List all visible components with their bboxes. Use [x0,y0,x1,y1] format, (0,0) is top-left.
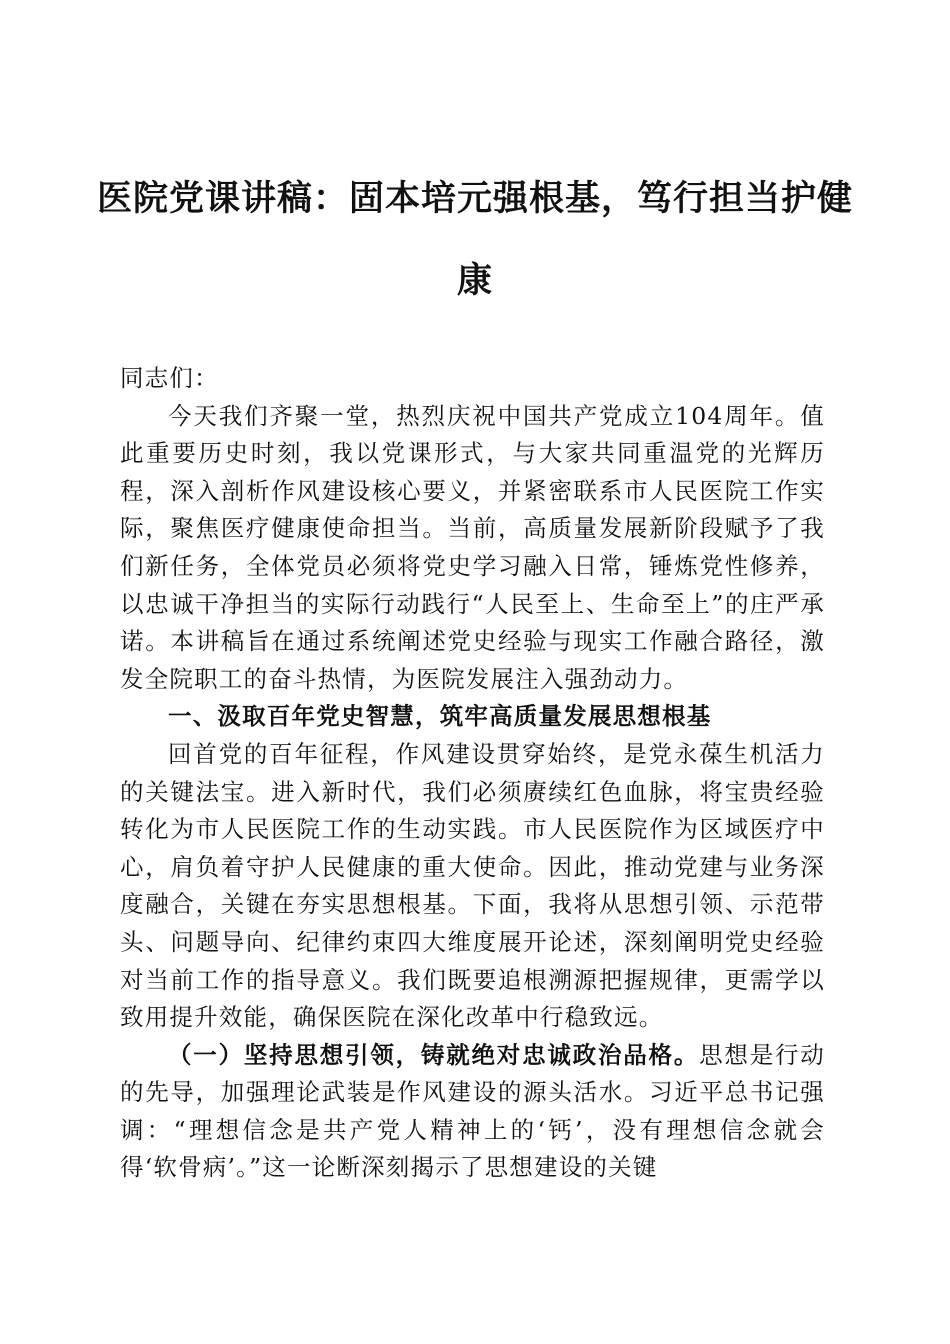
intro-paragraph: 今天我们齐聚一堂，热烈庆祝中国共产党成立104周年。值此重要历史时刻，我以党课形式，与大家共同重温党的光辉历程，深入剖析作风建设核心要义，并紧密联系市人民医院工作实际，聚焦医疗健康使命担当。当前，高质量发展新阶段赋予了我们新任务，全体党员必须将党史学习融入日常，锤炼党性修养，以忠诚干净担当的实际行动践行“人民至上、生命至上”的庄严承诺。本讲稿旨在通过系统阐述党史经验与现实工作融合路径，激发全院职工的奋斗热情，为医院发展注入强劲动力。 [120,401,825,693]
subsection-paragraph [120,1037,825,1187]
document-title: 医院党课讲稿：固本培元强根基，笃行担当护健康 [96,178,853,301]
salutation: 同志们： [120,364,219,392]
document-body [120,360,825,1187]
section-paragraph: 回首党的百年征程，作风建设贯穿始终，是党永葆生机活力的关键法宝。进入新时代，我们必须赓续红色血脉，将宝贵经验转化为市人民医院工作的生动实践。市人民医院作为区域医疗中心，肩负着守护人民健康的重大使命。因此，推动党建与业务深度融合，关键在夯实思想根基。下面，我将从思想引领、示范带头、问题导向、纪律约束四大维度展开论述，深刻阐明党史经验对当前工作的指导意义。我们既要追根溯源把握规律，更需学以致用提升效能，确保医院在深化改革中行稳致远。 [120,739,825,1032]
subsection-label: （一）坚持思想引领，铸就绝对忠诚政治品格。 [168,1040,700,1069]
section-heading: 一、汲取百年党史智慧，筑牢高质量发展思想根基 [168,702,712,731]
subsection-text: 思想是行动的先导，加强理论武装是作风建设的源头活水。习近平总书记强调：“理想信念是共产党人精神上的‘钙’，没有理想信念就会得‘软骨病’。”这一论断深刻揭示了思想建设的关键 [120,1040,826,1182]
